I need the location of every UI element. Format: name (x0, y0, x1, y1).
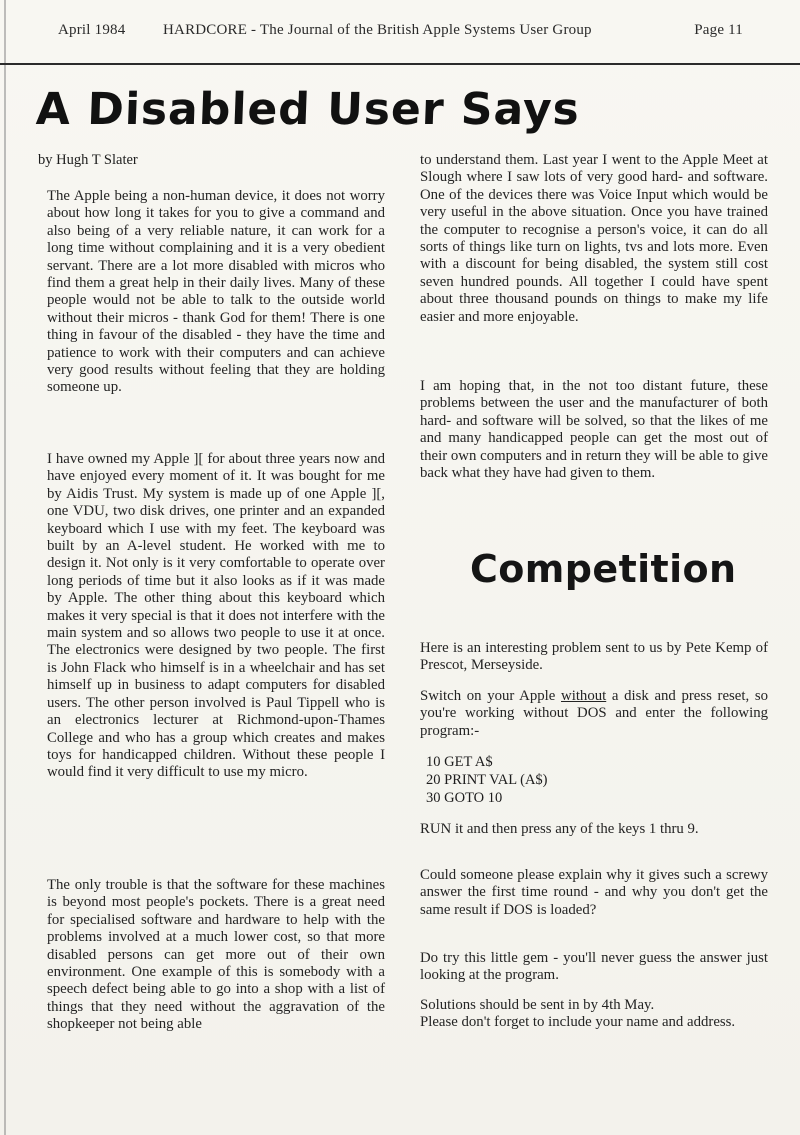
article-paragraph-2: I have owned my Apple ][ for about three years now and have enjoyed every moment of it. It was bought for me by Aidis Trust. My system is made up of one Apple ][, one VDU, two disk drives, one printer and an expanded keyboard which I use with my feet. The keyboard was built by an A-level student. He worked with me to design it. Not only is it very comfortable to operate over long periods of time but it also looks as if it was made by Apple. The other thing about this keyboard which makes it very special is that it does not interfere with the main system and so allows two people to use it at once. The electronics were designed by two people. The first is John Flack who himself is in a wheelchair and has set himself up in business to adapt computers for disabled users. The other person involved is Paul Tippell who is an electronics lecturer at Richmond-upon-Thames College and who has a group which creates and makes toys for handicapped children. Without these people I would find it very difficult to use my micro. (47, 451, 385, 781)
article-byline: by Hugh T Slater (38, 152, 138, 168)
competition-instructions (420, 688, 768, 740)
article-paragraph-1: The Apple being a non-human device, it does not worry about how long it takes for you to give a command and also being of a very reliable nature, it can work for a long time without complaining and it is a very obedient servant. There are a lot more disabled with micros who find them a great help in their daily lives. Many of these people would not be able to talk to the outside world without their micros - thank God for them! There is one thing in favour of the disabled - they have the time and patience to work with their computers and can achieve very good results without feeling that they are holding someone up. (47, 188, 385, 396)
article-paragraph-5: I am hoping that, in the not too distant future, these problems between the user and the manufacturer of both hard- and software will be solved, so that the likes of me and many handicapped people can get the most out of their own computers and in return they will be able to give back what they have had given to them. (420, 378, 768, 482)
competition-deadline: Solutions should be sent in by 4th May. (420, 997, 655, 1013)
header-divider (0, 63, 800, 65)
competition-reminder: Please don't forget to include your name and address. (420, 1014, 736, 1030)
program-line: 10 GET A$ (426, 754, 493, 770)
competition-title: Competition (470, 547, 737, 591)
article-paragraph-4: to understand them. Last year I went to the Apple Meet at Slough where I saw lots of very good hard- and software. One of the devices there was Voice Input which would be very useful in the above situation. Once you have trained the computer to recognise a person's voice, it can do all sorts of things like turn on lights, tvs and lots more. Even with a discount for being disabled, the system still cost seven hundred pounds. All together I could have spent about three thousand pounds on things to make my life easier and more enjoyable. (420, 152, 768, 325)
basic-program (426, 753, 548, 807)
competition-teaser: Do try this little gem - you'll never guess the answer just looking at the program. (420, 950, 768, 984)
program-line: 30 GOTO 10 (426, 790, 503, 806)
journal-title: HARDCORE - The Journal of the British Apple Systems User Group (163, 22, 592, 38)
instruction-prefix: Switch on your Apple (420, 688, 562, 704)
competition-run-text: RUN it and then press any of the keys 1 thru 9. (420, 821, 699, 837)
binding-edge (4, 0, 6, 1135)
instruction-suffix: a disk and press reset, so you're working without DOS and enter the following program:- (420, 688, 768, 739)
article-title: A Disabled User Says (35, 84, 581, 135)
page-header (58, 18, 760, 42)
program-line: 20 PRINT VAL (A$) (426, 772, 548, 788)
page-number: Page 11 (694, 22, 743, 38)
competition-intro: Here is an interesting problem sent to us by Pete Kemp of Prescot, Merseyside. (420, 640, 768, 674)
article-paragraph-3: The only trouble is that the software for these machines is beyond most people's pockets. There is a great need for specialised software and hardware to help with the problems involved at a much lower cost, so that more disabled persons can get more out of their own environment. One example of this is somebody with a speech defect being able to go into a shop with a list of things that they need without the aggravation of the shopkeeper not being able (47, 877, 385, 1033)
competition-question: Could someone please explain why it gives such a screwy answer the first time round - and why you don't get the same result if DOS is loaded? (420, 867, 768, 918)
issue-date: April 1984 (58, 22, 126, 38)
instruction-emphasis: without (561, 688, 607, 704)
